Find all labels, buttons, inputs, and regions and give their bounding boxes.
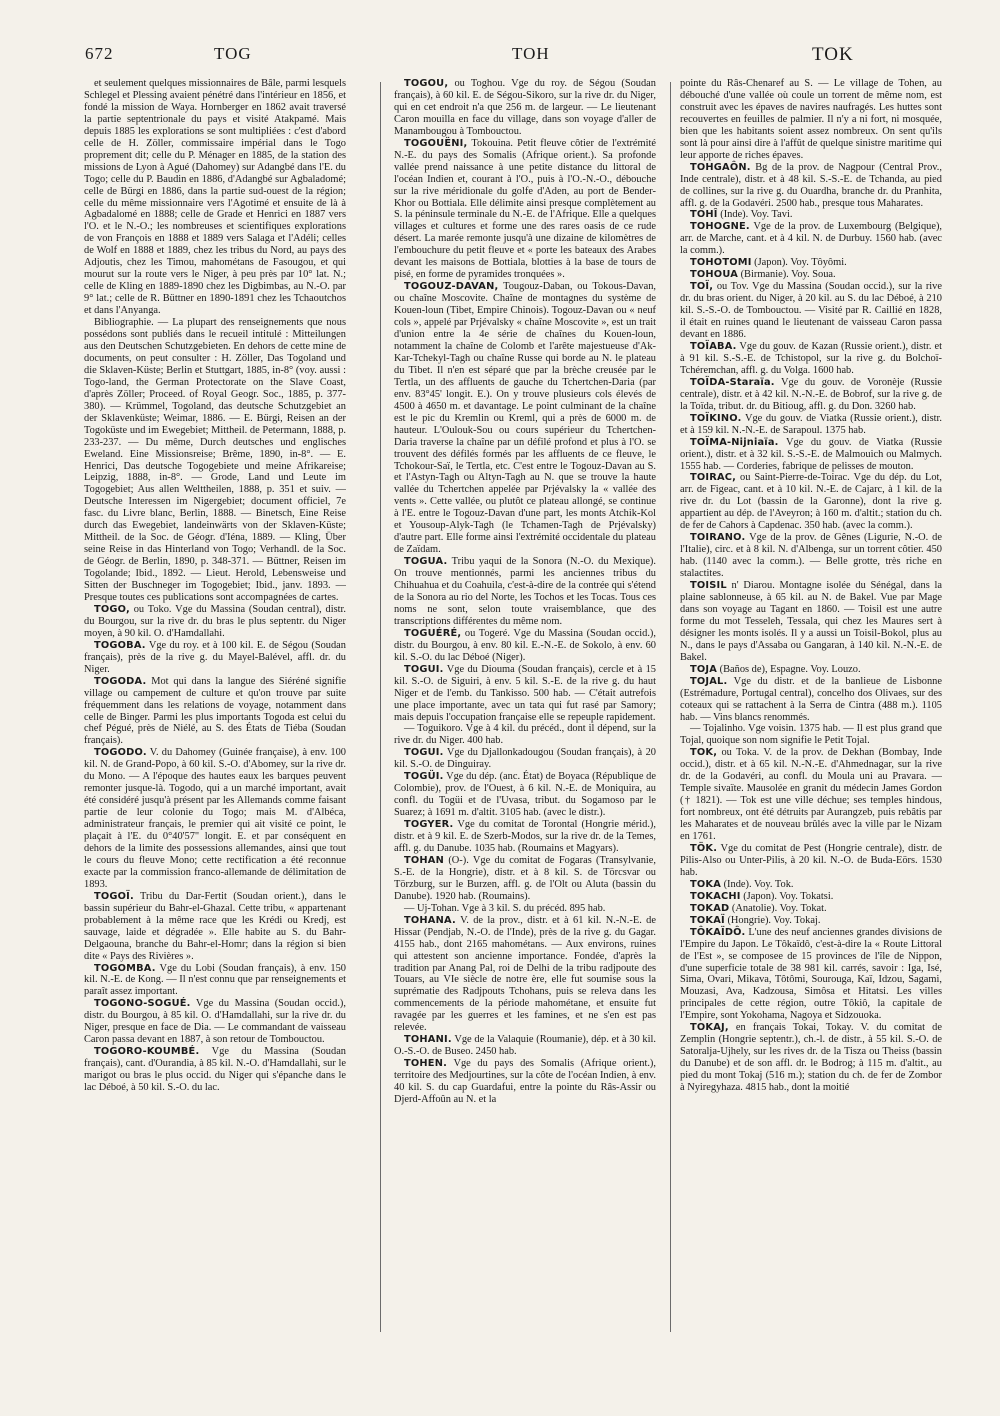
- dictionary-entry: [680, 676, 942, 724]
- entry-headword: TOHOTOMI: [690, 257, 752, 269]
- dictionary-entry: [394, 915, 656, 1035]
- entry-text: (Birmanie). Voy. Soua.: [737, 269, 836, 281]
- entry-text: (Hongrie). Voy. Tokaj.: [724, 914, 821, 926]
- entry-headword: TOKAJ,: [690, 1022, 729, 1034]
- entry-text: — Uj-Tohan. Vge à 3 kil. S. du précéd. 895 hab.: [404, 902, 606, 914]
- dictionary-entry: [394, 747, 656, 771]
- dictionary-entry: [680, 437, 942, 473]
- entry-headword: TOGOBA.: [94, 639, 146, 651]
- dictionary-entry: [680, 891, 942, 903]
- dictionary-entry: [680, 269, 942, 281]
- entry-headword: TOGUI.: [404, 663, 444, 675]
- entry-headword: TOGOUZ-DAVAN,: [404, 281, 499, 293]
- entry-text: V. du Dahomey (Guinée française), à env. 100 kil. N. de Grand-Popo, à 60 kil. S.-O. d'Abomey, sur la rive dr. du Mono. — A l'époque des hautes eaux les barques peuvent remonter jusque-là. Togodo, qui a un marché important, avait été considéré jusqu'à présent par les Allemands comme faisant partie de leur colonie du Togo; mais M. d'Albéca, administrateur français, le premier qui ait visité ce point, le plaçait à l'E. du 0°40'57" longit. E. et par conséquent en dehors de la limite des possessions allemandes, ainsi que tout le cours du fleuve Mono; cette rectification a été reconnue exacte par la commission franco-allemande de délimitation de 1893.: [84, 747, 346, 890]
- entry-text: (Anatolie). Voy. Tokat.: [729, 902, 827, 914]
- dictionary-entry: [680, 532, 942, 580]
- text-column-2: [394, 78, 656, 1378]
- entry-text: Vge du gouv. de Viatka (Russie orient.), distr. et à 32 kil. S.-S.-E. de Malmouich ou Malmych. 1555 hab. — Corderies, fabrique de pelisses de mouton.: [680, 436, 942, 472]
- entry-headword: TOÏMA-Nijniaïa.: [690, 436, 779, 448]
- entry-text: et seulement quelques missionnaires de Bâle, parmi lesquels Schlegel et Plessing avaient pénétré dans l'intérieur en 1856, et fondé la mission de Waya. Hornberger en 1862 avait traversé la partie septentrionale du pays et visité Atakpamé. Mais depuis 1885 les explorations se sont multipliées : c'est d'abord celle de H. Zöller, commissaire impérial dans le Togo proprement dit; celle du P. Ménager en 1885, de la station des missions de Lyon à Agué (Dahomey) sur Adangbé dans l'E. du Togo; celle du P. Baudin en 1886, d'Adangbé sur Agbaladomé; celle de Bürgi en 1886, dans la partie sud-ouest de la région; celle du même missionnaire vers l'Agotimé et ensuite de là à Agbadalomé en 1888; celle de Grade et Henrici en 1887 vers l'O. et le N.-O.; les nombreuses et scientifiques explorations de von François en 1888 et 1889 vers Salaga et l'Adéli; celles de Wolf en 1888 et 1889, chez les tribus du Nord, au pays des Adjoutis, chez les Timou, mahométans de Fasougou, et qui mourut sur la route vers le Niger, à peu près par 10° lat. N.; celle de Kling en 1889-1890 chez les Digbimbas, au N.-O. par 9° lat.; celle de R. Büttner en 1890-1891 chez les Tchaoutchos et dans l'Anyanga.: [84, 78, 346, 317]
- entry-headword: TOHANA.: [404, 914, 456, 926]
- entry-headword: TOGÜI.: [404, 771, 444, 783]
- entry-headword: TOJA: [690, 663, 718, 675]
- entry-text: Vge de la prov. de Luxembourg (Belgique), arr. de Marche, cant. et à 4 kil. N. de Durbuy. 1560 hab. (avec la comm.).: [680, 221, 942, 257]
- entry-text: Tribu du Dar-Fertit (Soudan orient.), dans le bassin supérieur du Bahr-el-Ghazal. Cette tribu, « appartenant probablement à la même race que les Krédi ou Kredj, est sauvage, laide et dégradée ». Elle habite au S. du Bahr-Delgaouna, branche du Bahr-el-Homr; dans la région si bien dite « Pays des Rivières ».: [84, 890, 346, 962]
- entry-text: Vge du Diouma (Soudan français), cercle et à 15 kil. S.-O. de Siguiri, à env. 5 kil. S.-E. de la rive g. du haut Niger et de l'emb. du Tankisso. 500 hab. — C'était autrefois une place importante, avec un tata qui fut rasé par Samory; mais depuis l'occupation française elle se repeuple rapidement.: [394, 663, 656, 723]
- header-left-word: TOG: [214, 44, 252, 63]
- entry-headword: TOGUA.: [404, 556, 448, 568]
- entry-headword: TOHOGNE.: [690, 221, 750, 233]
- entry-headword: TOISIL: [690, 580, 727, 592]
- entry-headword: TOGOUËNI,: [404, 137, 468, 149]
- entry-text: Mot qui dans la langue des Siéréné signifie village ou campement de culture et qu'on trouve par suite fréquemment dans les relations de voyage, notamment dans celle de Binger. Parmi les plus importants Togoda est celui du chef Pégué, près de Niélé, au S. des États de Tiéba (Soudan français).: [84, 675, 346, 747]
- dictionary-entry: [394, 903, 656, 915]
- entry-text: Vge du comitat de Torontal (Hongrie mérid.), distr. et à 9 kil. E. de Szerb-Modos, sur la rive dr. de la Temes, affl. g. du Danube. 1035 hab. (Roumains et Magyars).: [394, 819, 656, 854]
- entry-text: — Tojalinho. Vge voisin. 1375 hab. — Il est plus grand que Tojal, quoique son nom signifie le Petit Tojal.: [680, 723, 942, 747]
- entry-headword: TÖK.: [690, 843, 718, 854]
- entry-headword: TOGYER.: [404, 819, 454, 831]
- entry-text: ou Toka. V. de la prov. de Dekhan (Bombay, Inde occid.), distr. et à 65 kil. N.-N.-E. d'Ahmednagar, sur la rive dr. de la Godavéri, au confl. du Moula uni au Pravara. — Temple sivaïte. Mausolée en granit du médecin James Gordon († 1821). — Tok est une ville déchue; ses temples hindous, fort nombreux, ont été détruits par Aurangzeb, puis rebâtis par les Maharates et de nouveau brûlés avec la ville par le Nizam en 1761.: [680, 747, 942, 843]
- entry-text: (O-). Vge du comitat de Fogaras (Transylvanie, S.-E. de la Hongrie), distr. et à 8 kil. S. de Törcsvar ou Törzburg, sur le Burzen, affl. g. de l'Olt ou Aluta (bassin du Danube). 1920 hab. (Roumains).: [394, 854, 656, 902]
- dictionary-entry: [680, 1022, 942, 1094]
- dictionary-entry: [394, 723, 656, 747]
- entry-text: Vge du Lobi (Soudan français), à env. 150 kil. N.-E. de Kong. — Il n'est connu que par renseignements et paraît assez important.: [84, 962, 346, 998]
- header-center-word: TOH: [512, 44, 550, 63]
- dictionary-entry: [394, 1058, 656, 1106]
- dictionary-entry: [680, 580, 942, 664]
- entry-headword: TOIRANO.: [690, 532, 746, 544]
- entry-text: Vge du pays des Somalis (Afrique orient.), territoire des Medjourtines, sur la côte de l'océan Indien, à env. 40 kil. S. du cap Guardafui, entre la pointe du Râs-Assir ou Djerd-Affoûn au N. et la: [394, 1058, 656, 1106]
- dictionary-entry: [680, 747, 942, 843]
- entry-headword: TOÏABA.: [690, 340, 737, 352]
- entry-headword: TOGODA.: [94, 675, 147, 687]
- dictionary-entry: [680, 377, 942, 413]
- entry-text: n' Diarou. Montagne isolée du Sénégal, dans la plaine sablonneuse, à 65 kil. au N. de Bakel. Vue par Mage dans son voyage au Tagant en 1860. — Toisil est une autre forme du mot Tesseleh, Tessala, qui chez les Maures sert à désigner les monts isolés. Il y a aussi un Toisil-Bokol, plus au N., dans le pays d'Assaba ou Gangaran, à 140 kil. N.-N.-E. de Bakel.: [680, 580, 942, 663]
- dictionary-entry: [84, 963, 346, 999]
- dictionary-entry: [394, 556, 656, 628]
- dictionary-entry: [680, 341, 942, 377]
- dictionary-entry: [680, 413, 942, 437]
- entry-text: Vge de la Valaquie (Roumanie), dép. et à 30 kil. O.-S.-O. de Buseo. 2450 hab.: [394, 1034, 656, 1058]
- dictionary-entry: [394, 138, 656, 281]
- entry-text: Vge du distr. et de la banlieue de Lisbonne (Estrémadure, Portugal central), concelho dos Olivaes, sur des coteaux qui se rattachent à la Serra de Cintra (488 m.). 1105 hab. — Vins blancs renommés.: [680, 675, 942, 723]
- dictionary-entry: [84, 891, 346, 963]
- entry-text: Vge du Massina (Soudan français), cant. d'Ourandia, à 85 kil. N.-O. d'Hamdallahi, sur le marigot ou bras le plus occid. du Niger qui s'épanche dans le lac Déboé, à 50 kil. S.-O. du lac.: [84, 1046, 346, 1094]
- entry-headword: TOÏ,: [690, 281, 714, 293]
- dictionary-entry: [680, 472, 942, 532]
- entry-headword: TOGOÏ.: [94, 890, 134, 902]
- entry-text: ou Toko. Vge du Massina (Soudan central), distr. du Bourgou, sur la rive dr. du bras le plus septentr. du Niger moyen, à 90 kil. O. d'Hamdallahi.: [84, 603, 346, 639]
- dictionary-entry: [84, 604, 346, 640]
- entry-headword: TOGUÉRÉ,: [404, 627, 462, 639]
- dictionary-entry: [680, 879, 942, 891]
- entry-headword: TOJAL.: [690, 675, 728, 687]
- dictionary-entry: [394, 1034, 656, 1058]
- entry-text: (Inde). Voy. Tavi.: [717, 209, 793, 221]
- entry-text: Bg de la prov. de Nagpour (Central Prov., Inde centrale), distr. et à 48 kil. S.-S.-E. de Tchanda, au pied de collines, sur la rive g. du Ouardha, branche dr. du Pranhita, affl. g. de la Godavéri. 2500 hab., presque tous Maharates.: [680, 161, 942, 209]
- entry-text: Tougouz-Daban, ou Tokous-Davan, ou chaîne Moscovite. Chaîne de montagnes du système de Kouen-loun (Tibet, Empire Chinois). Togouz-Davan ou « neuf cols », appelé par Prjévalsky « chaîne Moscovite », est un trait d'union entre la 4e série de chaînes du Kouen-loun, notamment la chaîne de Colomb et l'arête majestueuse d'Ak-Kar-Tchekyl-Tagh ou chaîne Russe qui borde au N. le plateau du Tibet. Il n'en est séparé que par la brèche creusée par le Tertla, un des affluents de gauche du Tchertchen-Daria (par env. 83°45' longit. E.). On y trouve plusieurs cols élevés de 4500 à 4650 m. et davantage. Le point culminant de la chaîne est le pic du Kremlin ou Kreml, qui a près de 6000 m. de hauteur. L'Oulouk-Sou ou cours supérieur du Tchertchen-Daria traverse la chaîne par un défilé profond et plus à l'O. se trouvent des défilés formés par les affluents de ce fleuve, le Tchokour-Saï, le Tertla, etc. C'est entre le Togouz-Davan au S. et l'Astyn-Tagh ou Altyn-Tagh au N. que se trouve la haute vallée du Tchertchen appelée par Prjévalsky la « vallée des vents ». Cette vallée, ou plutôt ce plateau allongé, se continue à l'E. entre le Togouz-Davan d'une part, les monts Atchik-Kol et Yousoup-Alyk-Tagh (le Tchamen-Tagh de Prjévalsky) d'autre part. Elle forme ainsi l'extrémité occidentale du plateau de Zaïdam.: [394, 281, 656, 556]
- entry-text: (Japon). Voy. Tokatsi.: [740, 890, 834, 902]
- dictionary-entry: [394, 281, 656, 556]
- dictionary-entry: [394, 819, 656, 855]
- page-number: 672: [85, 44, 114, 63]
- entry-text: (Japon). Voy. Tôyômi.: [751, 257, 847, 269]
- entry-headword: TOGODO.: [94, 747, 147, 759]
- entry-headword: TOHEN.: [404, 1058, 448, 1070]
- entry-headword: TOHAN: [404, 854, 444, 866]
- dictionary-entry: [394, 771, 656, 819]
- dictionary-entry: [680, 927, 942, 1023]
- dictionary-entry: [394, 78, 656, 138]
- entry-headword: TOHOUA: [690, 269, 738, 281]
- entry-text: Tokouina. Petit fleuve côtier de l'extrémité N.-E. du pays des Somalis (Afrique orient.). Sa profonde vallée prend naissance à une petite distance du littoral de l'océan Indien et, courant à l'O., puis à l'O.-N.-O., débouche sur la rive méridionale du golfe d'Aden, au port de Bender-Khor ou Bottiala. Elle délimite ainsi presque complètement au S. la péninsule terminale du N.-E. de l'Afrique. Elle a quelques villages et cultures et forme une des rares oasis de ce rude désert. La marée remonte jusqu'à une dizaine de kilomètres de l'embouchure du petit fleuve et « porte les bateaux des Arabes devant les maisons de Bottiala, blotties à la base de tours de pisé, en forme de pyramides tronquées ».: [394, 137, 656, 281]
- entry-text: Bibliographie. — La plupart des renseignements que nous possédons sont publiés dans le recueil intitulé : Mitteilungen aus den Deutschen Schutzgebieten. En dehors de cette mine de documents, on peut consulter : H. Zöller, Das Togoland und die Sklaven-Küste; Berlin et Stuttgart, 1885, in-8° (voy. aussi : Togo-land, the German Protectorate on the Slave Coast, d'après Zöller; Proceed. of Royal Geogr. Soc., 1885, p. 377-380). — Krümmel, Togoland, das deutsche Schutzgebiet an der Sklavenküste; Weimar, 1886. — E. Bürgi, Reisen an der Togoküste und im Ewegebiet; Mittheil. de Petermann, 1888, p. 233-237. — Du même, Durch deutsches und englisches Eweland. Eine Missionsreise; Brême, 1890, in-8°. — E. Henrici, Das deutsche Togogebiete und meine Afrikareise; Leipzig, 1888, in-8°. — Grode, Land und Leute im Togogebiet; Aus allen Welttheilen, 1888, p. 351 et suiv. — Deutsche Interessen im Nigergebiet; document officiel, 7e fasc. du Livre blanc, Berlin, 1888. — Binetsch, Eine Reise durch das Ewegebiet, landeinwärts von der Sklaven-Küste; Mittheil. de la Soc. de Géogr. d'Iéna, 1889. — Kling, Über seine Reise in das Hinterland von Togo; Verhandl. de la Soc. de Géogr. de Berlin, 1890, p. 348-371. — Büttner, Reisen im Togolande; Ibid., 1892. — Lieut. Herold, Lebensweise und Sitten der Buschneger im Togogebiet; Ibid., janv. 1893. — Presque toutes ces publications sont accompagnées de cartes.: [84, 317, 346, 603]
- entry-headword: TOK,: [690, 747, 718, 759]
- dictionary-entry: [84, 317, 346, 604]
- dictionary-entry: [680, 78, 942, 162]
- dictionary-entry: [680, 209, 942, 221]
- entry-headword: TOHGAÔN.: [690, 161, 751, 173]
- dictionary-entry: [680, 915, 942, 927]
- dictionary-entry: [680, 903, 942, 915]
- entry-headword: TOKAD: [690, 902, 730, 914]
- text-column-1: [84, 78, 346, 1378]
- column-rule-1: [380, 82, 381, 1332]
- dictionary-entry: [84, 998, 346, 1046]
- dictionary-entry: [680, 843, 942, 879]
- entry-headword: TOGOMBA.: [94, 962, 156, 974]
- entry-text: ou Togeré. Vge du Massina (Soudan occid.), distr. du Bourgou, à env. 80 kil. E.-N.-E. de Sokolo, à env. 60 kil. S.-O. du lac Déboé (Niger).: [394, 627, 656, 663]
- entry-text: (Inde). Voy. Tok.: [721, 878, 794, 890]
- entry-text: ou Tov. Vge du Massina (Soudan occid.), sur la rive dr. du bras orient. du Niger, à 20 kil. au S. du lac Déboé, à 210 kil. S.-S.-O. de Tombouctou. — Visité par R. Caillié en 1828, il était en ruines quand le lieutenant de vaisseau Caron passa devant en 1886.: [680, 281, 942, 341]
- dictionary-entry: [84, 1046, 346, 1094]
- entry-text: Vge du Djallonkadougou (Soudan français), à 20 kil. S.-O. de Dinguiray.: [394, 747, 656, 771]
- entry-text: Vge du Massina (Soudan occid.), distr. du Bourgou, à 85 kil. O. d'Hamdallahi, sur la rive dr. du Niger, presque en face de Dia. — Le commandant de vaisseau Caron passa devant en 1887, à son retour de Tombouctou.: [84, 998, 346, 1046]
- entry-headword: TOGOU,: [404, 78, 449, 89]
- dictionary-entry: [680, 162, 942, 210]
- entry-text: ou Toghou. Vge du roy. de Ségou (Soudan français), à 60 kil. E. de Ségou-Sikoro, sur la rive dr. du Niger, qui en cet endroit n'a que 256 m. de largeur. — Le lieutenant Caron mouilla en face du village, dans son voyage d'aller de Manambougou à Tombouctou.: [394, 78, 656, 137]
- dictionary-entry: [84, 78, 346, 317]
- entry-headword: TOKA: [690, 878, 721, 890]
- dictionary-entry: [680, 664, 942, 676]
- dictionary-entry: [84, 747, 346, 890]
- entry-text: (Baños de), Espagne. Voy. Louzo.: [717, 663, 861, 675]
- entry-text: pointe du Râs-Chenaref au S. — Le village de Tohen, au débouché d'une vallée où coule un torrent de même nom, est construit avec les épaves de navires naufragés. Les huttes sont recouvertes en feuilles de palmier. Il n'y a ni fort, ni mosquée, bien que les habitants soient assez nombreux. On sent qu'ils sont là pour ainsi dire à l'affût de quelque sinistre maritime qui leur apporte de riches épaves.: [680, 78, 942, 161]
- entry-headword: TOIRAC,: [690, 472, 737, 484]
- entry-text: Vge du dép. (anc. État) de Boyaca (République de Colombie), prov. de l'Ouest, à 6 kil. N.-E. de Moniquira, au confl. du Togüi et de l'Uvasa, tribut. du Sogamoso par le Suarez; à 1691 m. d'altit. 3105 hab. (avec le distr.).: [394, 771, 656, 819]
- entry-headword: TOGUI.: [404, 747, 444, 759]
- entry-text: Vge du gouv. de Kazan (Russie orient.), distr. et à 91 kil. S.-S.-E. de Tchistopol, sur la rive g. du Bolchoï-Tchéremchan, affl. g. du Volga. 1600 hab.: [680, 340, 942, 376]
- dictionary-entry: [680, 221, 942, 257]
- dictionary-entry: [394, 855, 656, 903]
- dictionary-entry: [680, 723, 942, 747]
- entry-headword: TOHÎ: [690, 209, 718, 221]
- entry-text: L'une des neuf anciennes grandes divisions de l'Empire du Japon. Le Tôkaïdô, c'est-à-dire la « Route Littoral de l'Est », se composee de 15 provinces de l'île de Nippon, d'une superficie totale de 38 981 kil. carrés, savoir : Iga, Isé, Sima, Ovari, Mikava, Tôtômi, Sourouga, Kaï, Idzou, Sagami, Mouzasi, Ava, Kadzousa, Simôsa et Hitatsi. Les villes principales de cette région, outre Tôkiô, la capitale de l'Empire, sont Yokohama, Nagoya et Sidzouoka.: [680, 926, 942, 1022]
- entry-headword: TOHANI.: [404, 1034, 452, 1046]
- entry-text: ou Saint-Pierre-de-Toirac. Vge du dép. du Lot, arr. de Figeac, cant. et à 10 kil. N.-E. de Cajarc, à 1 kil. de la rive dr. du Lot (bassin de la Garonne), dont la rive g. appartient au dép. de l'Aveyron; à 160 m. d'altit.; station du ch. de fer de Cahors à Capdenac. 350 hab. (avec la comm.).: [680, 472, 942, 532]
- entry-text: en français Tokai, Tokay. V. du comitat de Zemplin (Hongrie septentr.), ch.-l. de distr., à 55 kil. S.-O. de Satoralja-Ujhely, sur les rives dr. de la Tisza ou Theiss (bassin du Danube) et de son affl. dr. le Bodrog; à 115 m. d'altit., au pied du mont Tokaj (516 m.); station du ch. de fer de Zombor à Nyiregyhaza. 4815 hab., dont la moitié: [680, 1022, 942, 1094]
- entry-text: V. de la prov., distr. et à 61 kil. N.-N.-E. de Hissar (Pendjab, N.-O. de l'Inde), près de la rive g. du Gagar. 4155 hab., dont 2165 mahométans. — Aux environs, ruines qui attestent son ancienne importance. Fondée, d'après la tradition par Anang Pal, roi de Delhi de la tribu radjpoute des Touars, au VIe siècle de notre ère, elle fut soumise sous la suprématie des Radjpouts Tchohans, puis se releva dans les commencements de la période mahométane, et ensuite fut ravagée par les guerres et les famines, et ne s'en est pas relevée.: [394, 914, 656, 1034]
- entry-headword: TOGORO-KOUMBÉ.: [94, 1046, 200, 1058]
- entry-headword: TOKAÏ: [690, 914, 725, 926]
- entry-headword: TOGO,: [94, 603, 130, 615]
- entry-text: Vge du gouv. de Viatka (Russie orient.), distr. et à 159 kil. N.-N.-E. de Sarapoul. 1375 hab.: [680, 412, 942, 436]
- dictionary-entry: [394, 628, 656, 664]
- entry-text: — Toguikoro. Vge à 4 kil. du précéd., dont il dépend, sur la rive dr. du Niger. 400 hab.: [394, 723, 656, 747]
- entry-headword: TÔKAÏDÔ.: [690, 926, 746, 938]
- column-rule-2: [670, 82, 671, 1332]
- entry-headword: TOGONO-SOGUÉ.: [94, 998, 191, 1010]
- text-column-3: [680, 78, 942, 1378]
- dictionary-entry: [394, 664, 656, 724]
- header-right-word: TOK: [812, 44, 854, 65]
- entry-text: Vge du comitat de Pest (Hongrie centrale), distr. de Pilis-Also ou Unter-Pilis, à 20 kil. N.-O. de Buda-Eörs. 1530 hab.: [680, 843, 942, 878]
- running-header: [0, 44, 1000, 74]
- entry-text: Vge de la prov. de Gênes (Ligurie, N.-O. de l'Italie), circ. et à 8 kil. N. d'Albenga, sur un torrent côtier. 450 hab. (1140 avec la comm.). — Belle grotte, très riche en stalactites.: [680, 532, 942, 580]
- dictionary-entry: [680, 281, 942, 341]
- dictionary-entry: [84, 676, 346, 748]
- entry-text: Tribu yaqui de la Sonora (N.-O. du Mexique). On trouve mentionnés, parmi les anciennes tribus du Chihuahua et du Coahuila, c'est-à-dire de la contrée qui s'étend de la Sonora au rio del Norte, les Tochos et les Tocas. Tous ces noms ne sont, selon toute vraisemblance, que des transcriptions différentes du même nom.: [394, 556, 656, 627]
- entry-text: Vge du gouv. de Voronèje (Russie centrale), distr. et à 42 kil. N.-N.-E. de Bobrof, sur la rive g. de la Toïda, tribut. dr. du Bitioug, affl. g. du Don. 3260 hab.: [680, 376, 942, 412]
- entry-headword: TOKACHI: [690, 890, 741, 902]
- dictionary-entry: [84, 640, 346, 676]
- entry-headword: TOÏDA-Staraïa.: [690, 376, 775, 388]
- dictionary-entry: [680, 257, 942, 269]
- entry-text: Vge du roy. et à 100 kil. E. de Ségou (Soudan français), près de la rive g. du Mayel-Balével, affl. dr. du Niger.: [84, 639, 346, 675]
- entry-headword: TOÏKINO.: [690, 412, 742, 424]
